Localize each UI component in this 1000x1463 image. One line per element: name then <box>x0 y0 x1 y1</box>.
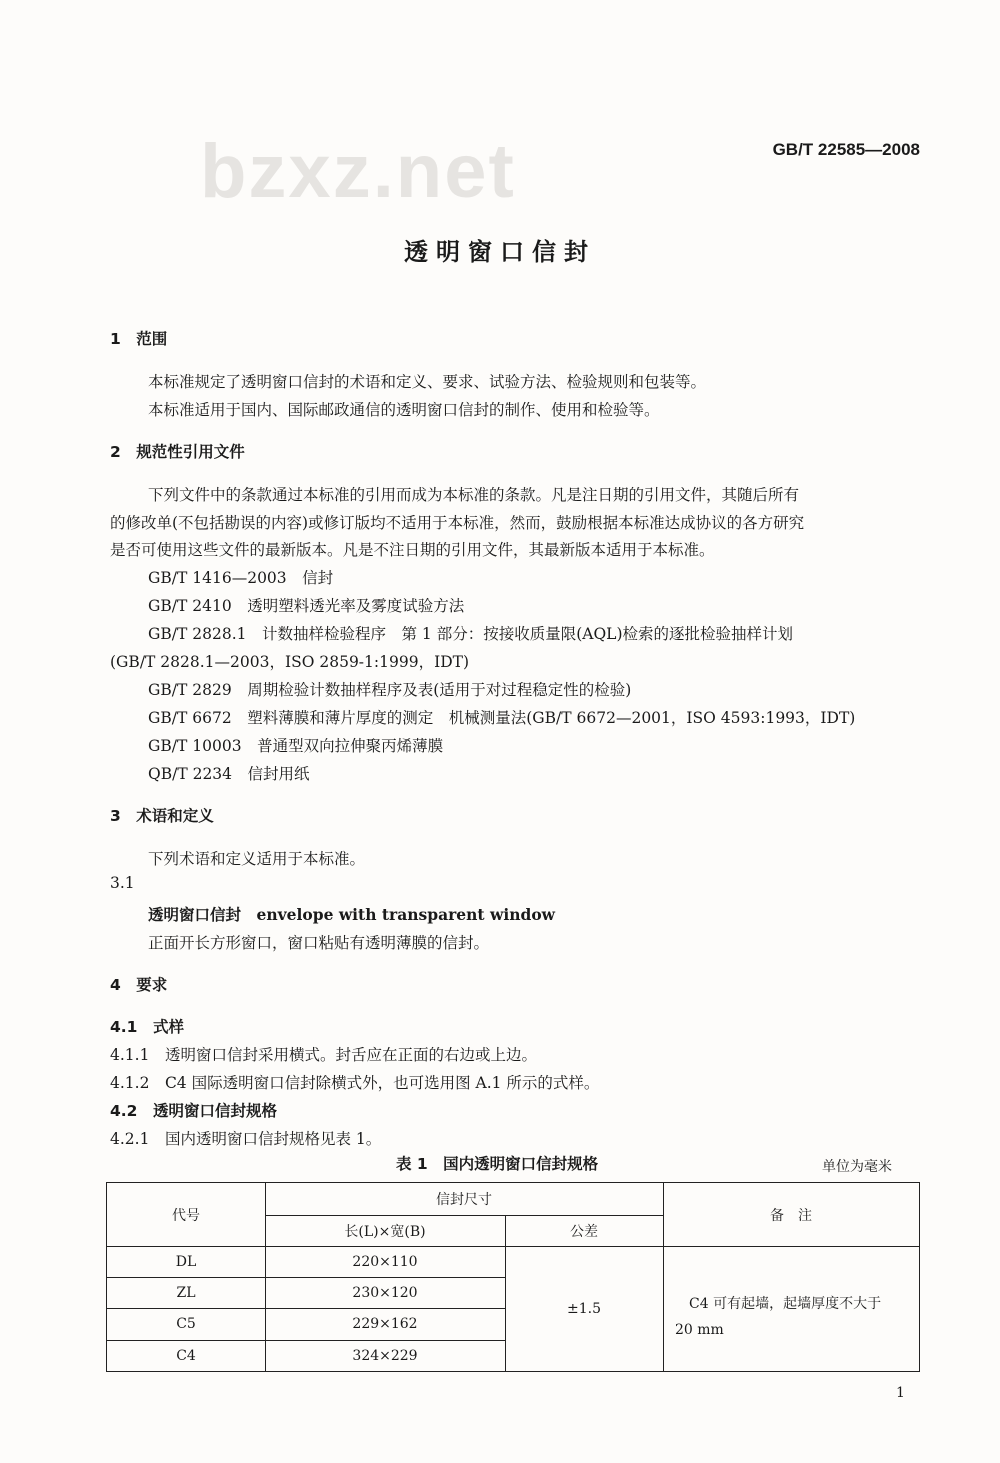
reference-item: GB/T 2410 透明塑料透光率及雾度试验方法 <box>148 597 465 615</box>
header-code: 代号 <box>172 1207 200 1224</box>
cell-size: 230×120 <box>352 1284 418 1301</box>
reference-item: GB/T 2829 周期检验计数抽样程序及表(适用于对过程稳定性的检验) <box>148 681 632 699</box>
page-title: 透明窗口信封 <box>404 238 596 266</box>
clause-4-1-2: 4.1.2 C4 国际透明窗口信封除横式外，也可选用图 A.1 所示的式样。 <box>110 1074 600 1092</box>
clause-4-1-1: 4.1.1 透明窗口信封采用横式。封舌应在正面的右边或上边。 <box>110 1046 537 1064</box>
watermark: bzxz.net <box>200 129 516 214</box>
cell-code: C5 <box>176 1316 196 1332</box>
clause-number: 3.1 <box>110 874 135 892</box>
cell-code: C4 <box>176 1347 196 1364</box>
term-entry: 透明窗口信封 envelope with transparent window <box>148 905 555 924</box>
clause-4-1-heading: 4.1 式样 <box>110 1018 184 1036</box>
clause-4-2-heading: 4.2 透明窗口信封规格 <box>110 1102 277 1120</box>
reference-item: GB/T 2828.1 计数抽样检验程序 第 1 部分：按接收质量限(AQL)检索的逐批检验抽样计划 <box>148 625 794 643</box>
cell-size: 220×110 <box>352 1253 418 1270</box>
section-3-heading: 3 术语和定义 <box>110 807 214 825</box>
header-length-width: 长(L)×宽(B) <box>344 1223 426 1240</box>
standard-number: GB/T 22585—2008 <box>772 140 920 159</box>
section-1-heading: 1 范围 <box>110 330 168 348</box>
header-size: 信封尺寸 <box>436 1192 492 1208</box>
cell-note <box>675 1291 881 1343</box>
table-unit: 单位为毫米 <box>822 1159 892 1175</box>
envelope-spec-table <box>106 1182 920 1372</box>
paragraph: 本标准规定了透明窗口信封的术语和定义、要求、试验方法、检验规则和包装等。 <box>148 373 707 391</box>
page-number: 1 <box>896 1385 905 1401</box>
reference-item: GB/T 1416—2003 信封 <box>148 569 334 587</box>
paragraph: 的修改单(不包括勘误的内容)或修订版均不适用于本标准，然而，鼓励根据本标准达成协议的各方研究 <box>110 514 805 532</box>
cell-code: DL <box>175 1253 197 1270</box>
table-caption: 表 1 国内透明窗口信封规格 <box>396 1155 599 1173</box>
cell-tolerance: ±1.5 <box>567 1300 601 1317</box>
term-definition: 正面开长方形窗口，窗口粘贴有透明薄膜的信封。 <box>148 934 490 952</box>
reference-item: (GB/T 2828.1—2003，ISO 2859-1:1999，IDT) <box>110 653 470 671</box>
paragraph: 本标准适用于国内、国际邮政通信的透明窗口信封的制作、使用和检验等。 <box>148 401 660 419</box>
cell-size: 324×229 <box>352 1347 418 1364</box>
paragraph: 下列术语和定义适用于本标准。 <box>148 850 366 868</box>
note-line-1: C4 可有起墙，起墙厚度不大于 <box>689 1296 882 1312</box>
note-line-2: 20 mm <box>675 1322 724 1338</box>
clause-4-2-1: 4.2.1 国内透明窗口信封规格见表 1。 <box>110 1130 382 1148</box>
header-tolerance: 公差 <box>570 1223 598 1240</box>
reference-item: GB/T 10003 普通型双向拉伸聚丙烯薄膜 <box>148 737 444 755</box>
section-2-heading: 2 规范性引用文件 <box>110 443 245 461</box>
cell-code: ZL <box>176 1284 196 1301</box>
section-4-heading: 4 要求 <box>110 976 168 994</box>
paragraph: 是否可使用这些文件的最新版本。凡是不注日期的引用文件，其最新版本适用于本标准。 <box>110 541 715 559</box>
reference-item: QB/T 2234 信封用纸 <box>148 765 310 783</box>
reference-item: GB/T 6672 塑料薄膜和薄片厚度的测定 机械测量法(GB/T 6672—2001，ISO 4593:1993，IDT) <box>148 709 856 727</box>
header-note: 备 注 <box>770 1207 812 1224</box>
cell-size: 229×162 <box>352 1316 418 1332</box>
paragraph: 下列文件中的条款通过本标准的引用而成为本标准的条款。凡是注日期的引用文件，其随后所有 <box>148 486 800 504</box>
